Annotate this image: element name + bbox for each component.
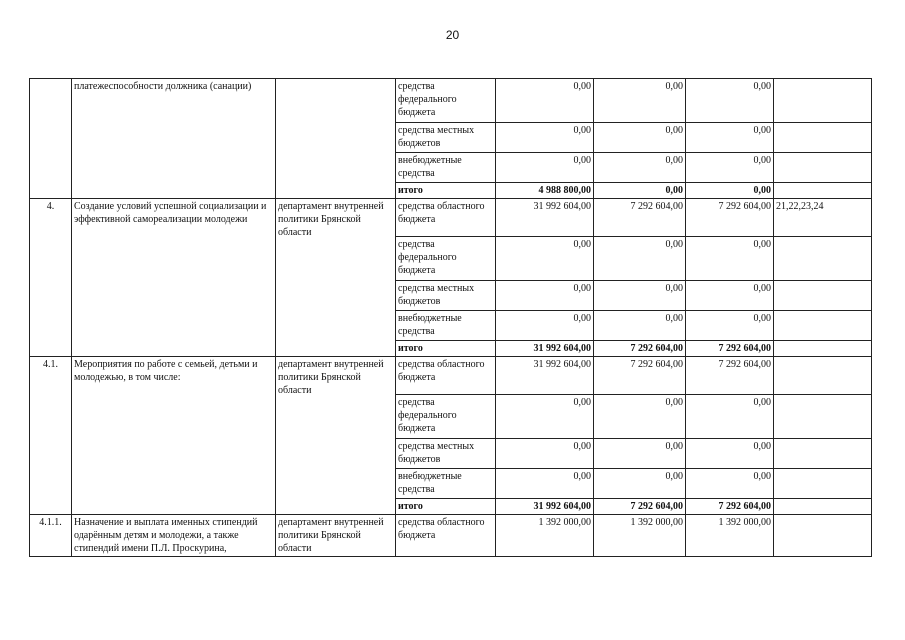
value-year-3: 1 392 000,00: [686, 515, 774, 557]
budget-table: [29, 78, 872, 557]
executor: [276, 79, 396, 199]
value-year-1: 0,00: [496, 439, 594, 469]
value-year-1: 0,00: [496, 395, 594, 439]
value-year-3: 0,00: [686, 395, 774, 439]
executor: департамент внутренней политики Брянской области: [276, 515, 396, 557]
value-year-2: 0,00: [594, 183, 686, 199]
value-year-1: 31 992 604,00: [496, 199, 594, 237]
indicator-refs: [774, 153, 872, 183]
indicator-refs: [774, 79, 872, 123]
row-index: 4.: [30, 199, 72, 357]
value-year-1: 31 992 604,00: [496, 341, 594, 357]
funding-source: средства местных бюджетов: [396, 123, 496, 153]
funding-source: средства областного бюджета: [396, 199, 496, 237]
value-year-3: 0,00: [686, 281, 774, 311]
page-number: 20: [445, 28, 460, 42]
indicator-refs: [774, 469, 872, 499]
table-row: [30, 79, 872, 123]
value-year-3: 0,00: [686, 123, 774, 153]
value-year-3: 7 292 604,00: [686, 199, 774, 237]
measure-name: платежеспособности должника (санации): [72, 79, 276, 199]
budget-table-body: [30, 79, 872, 557]
indicator-refs: [774, 395, 872, 439]
indicator-refs: [774, 499, 872, 515]
indicator-refs: [774, 357, 872, 395]
value-year-1: 1 392 000,00: [496, 515, 594, 557]
value-year-2: 0,00: [594, 395, 686, 439]
funding-source: средства областного бюджета: [396, 515, 496, 557]
funding-source: средства федерального бюджета: [396, 79, 496, 123]
value-year-1: 31 992 604,00: [496, 499, 594, 515]
value-year-1: 0,00: [496, 153, 594, 183]
indicator-refs: [774, 311, 872, 341]
measure-name: Мероприятия по работе с семьей, детьми и молодежью, в том числе:: [72, 357, 276, 515]
funding-source: средства федерального бюджета: [396, 237, 496, 281]
value-year-3: 0,00: [686, 237, 774, 281]
value-year-3: 7 292 604,00: [686, 499, 774, 515]
indicator-refs: 21,22,23,24: [774, 199, 872, 237]
indicator-refs: [774, 237, 872, 281]
value-year-2: 0,00: [594, 281, 686, 311]
value-year-2: 0,00: [594, 237, 686, 281]
funding-source: внебюджетные средства: [396, 469, 496, 499]
value-year-3: 0,00: [686, 153, 774, 183]
value-year-1: 0,00: [496, 123, 594, 153]
value-year-1: 4 988 800,00: [496, 183, 594, 199]
value-year-1: 0,00: [496, 79, 594, 123]
value-year-3: 0,00: [686, 79, 774, 123]
value-year-2: 0,00: [594, 311, 686, 341]
executor: департамент внутренней политики Брянской области: [276, 357, 396, 515]
value-year-2: 7 292 604,00: [594, 199, 686, 237]
funding-source: внебюджетные средства: [396, 311, 496, 341]
value-year-1: 0,00: [496, 311, 594, 341]
funding-source: итого: [396, 183, 496, 199]
value-year-3: 0,00: [686, 439, 774, 469]
value-year-2: 0,00: [594, 123, 686, 153]
funding-source: средства местных бюджетов: [396, 281, 496, 311]
value-year-2: 0,00: [594, 469, 686, 499]
row-index: [30, 79, 72, 199]
value-year-3: 7 292 604,00: [686, 357, 774, 395]
value-year-2: 0,00: [594, 153, 686, 183]
value-year-1: 0,00: [496, 237, 594, 281]
measure-name: Назначение и выплата именных стипендий одарённым детям и молодежи, а также стипендий имени П.Л. Проскурина,: [72, 515, 276, 557]
measure-name: Создание условий успешной социализации и эффективной самореализации молодежи: [72, 199, 276, 357]
indicator-refs: [774, 341, 872, 357]
row-index: 4.1.: [30, 357, 72, 515]
indicator-refs: [774, 183, 872, 199]
indicator-refs: [774, 439, 872, 469]
value-year-2: 0,00: [594, 79, 686, 123]
value-year-3: 0,00: [686, 469, 774, 499]
indicator-refs: [774, 123, 872, 153]
value-year-3: 0,00: [686, 311, 774, 341]
value-year-1: 0,00: [496, 281, 594, 311]
value-year-3: 7 292 604,00: [686, 341, 774, 357]
funding-source: внебюджетные средства: [396, 153, 496, 183]
funding-source: средства областного бюджета: [396, 357, 496, 395]
row-index: 4.1.1.: [30, 515, 72, 557]
funding-source: итого: [396, 499, 496, 515]
value-year-3: 0,00: [686, 183, 774, 199]
indicator-refs: [774, 281, 872, 311]
value-year-2: 0,00: [594, 439, 686, 469]
value-year-2: 7 292 604,00: [594, 357, 686, 395]
executor: департамент внутренней политики Брянской области: [276, 199, 396, 357]
funding-source: средства федерального бюджета: [396, 395, 496, 439]
indicator-refs: [774, 515, 872, 557]
value-year-2: 1 392 000,00: [594, 515, 686, 557]
value-year-1: 0,00: [496, 469, 594, 499]
table-row: [30, 515, 872, 557]
table-row: [30, 357, 872, 395]
value-year-2: 7 292 604,00: [594, 341, 686, 357]
value-year-1: 31 992 604,00: [496, 357, 594, 395]
table-row: [30, 199, 872, 237]
value-year-2: 7 292 604,00: [594, 499, 686, 515]
funding-source: средства местных бюджетов: [396, 439, 496, 469]
funding-source: итого: [396, 341, 496, 357]
